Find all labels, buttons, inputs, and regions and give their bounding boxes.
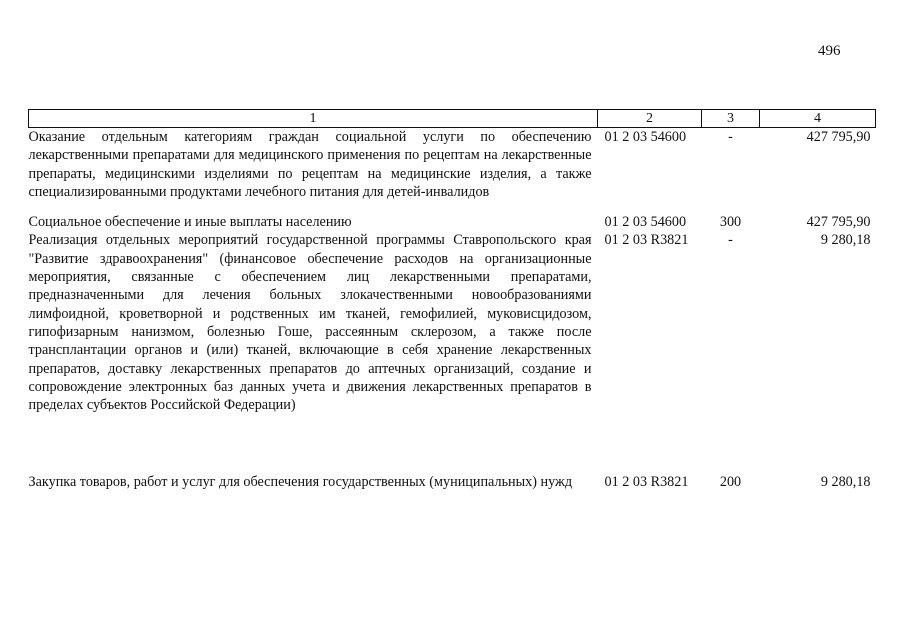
table-body (29, 128, 876, 492)
header-col-2: 2 (598, 110, 702, 128)
table-header (29, 110, 876, 128)
row-expense-type: 200 (719, 474, 742, 491)
page-number: 496 (818, 43, 841, 59)
row-amount: 427 795,90 (806, 129, 871, 145)
header-row (29, 110, 876, 128)
row-description: Социальное обеспечение и иные выплаты населению (28, 214, 352, 231)
table-row (29, 128, 876, 214)
row-expense-type: - (728, 232, 733, 249)
row-amount: 9 280,18 (820, 232, 871, 249)
row-code: 01 2 03 54600 (604, 214, 687, 231)
table-row (29, 473, 876, 491)
row-description: Оказание отдельным категориям граждан социальной услуги по обеспечению лекарственными препаратами для медицинского применения по рецептам на лекарственные препараты, медицинскими изделиями по рецептам на медицинские изделия, а также специализированными продуктами лечебного питания для детей-инвалидов (28, 129, 592, 200)
row-description: Закупка товаров, работ и услуг для обеспечения государственных (муниципальных) нужд (28, 474, 573, 491)
row-amount: 427 795,90 (806, 214, 871, 231)
row-expense-type: 300 (719, 214, 742, 231)
header-col-1: 1 (29, 110, 598, 128)
header-col-4: 4 (760, 110, 876, 128)
row-description: Реализация отдельных мероприятий государственной программы Ставропольского края "Развитие здравоохранения" (финансовое обеспечение расходов на организационные мероприятия, связанные с обеспечением лиц лекарственными препаратами, предназначенными для лечения больных злокачественными новообразованиями лимфоидной, кроветворной и родственных им тканей, гемофилией, муковисцидозом, гипофизарным нанизмом, болезнью Гоше, рассеянным склерозом, а также после трансплантации органов и (или) тканей, включающие в себя хранение лекарственных препаратов, доставку лекарственных препаратов до аптечных организаций, создание и сопровождение электронных баз данных учета и движения лекарственных препаратов в пределах субъектов Российской Федерации) (28, 232, 592, 414)
row-code: 01 2 03 R3821 (604, 474, 689, 491)
row-amount: 9 280,18 (820, 474, 871, 491)
row-code: 01 2 03 R3821 (604, 232, 689, 249)
row-expense-type: - (728, 129, 733, 145)
budget-table (28, 109, 876, 492)
table-row (29, 213, 876, 231)
header-col-3: 3 (702, 110, 760, 128)
row-code: 01 2 03 54600 (604, 129, 687, 145)
table-row (29, 231, 876, 473)
